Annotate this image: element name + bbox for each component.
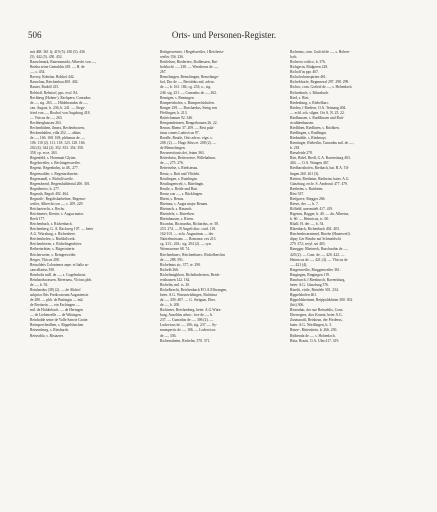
index-entry: de —, sig. 263. — Hildebrandus de —,	[30, 100, 88, 105]
index-entry: b. 60. — Heinricus, tc. 60.	[290, 217, 330, 222]
index-entry: Pfeffingen, b. 213.	[160, 110, 188, 115]
index-entry: cg. 213.; 263.; sig. 204 (2). — syn.	[160, 242, 212, 247]
index-entry: Richelrhorfe, Regmnesaf 297. 298. 299.	[290, 80, 350, 85]
index-entry: Reiberterbiter, s. Ritgertrüerie.	[30, 247, 76, 252]
index-entry: Heinricus de —, 421 (4). — Vlricus de	[290, 257, 348, 262]
index-entry: Retterselse, s. Riedstesau.	[160, 166, 199, 171]
index-entry: Rechbergbausen 263.	[30, 120, 62, 125]
index-entry: Richelbrecht, Reichenbach P.O.A.Ellwangen,	[160, 287, 228, 292]
index-entry: Richinser, Reichenberg, beier. A.G.Würz-	[160, 308, 222, 313]
index-entry: Regenfeld, s. Hornmatt Glyten.	[30, 156, 77, 161]
index-entry: Richelb 266.	[160, 267, 179, 272]
index-entry: Rechenbühen, ilmers, Rechenbowen,	[30, 125, 85, 130]
index-entry: Rentlle, Reutle, Otto advoc. eign. s.	[160, 136, 213, 141]
index-entry: Reisensburg, s. Riesburch.	[30, 328, 70, 333]
index-entry: Richenus, com. Gotfrid de —, s. Hohen-	[290, 50, 350, 54]
index-entry: Remchingen, Remchingen, Remchinge-	[160, 75, 219, 80]
index-column-3	[290, 50, 408, 344]
index-entry: Ritibenda de —, s. Hohenloch.	[290, 333, 336, 338]
index-entry: munspertic de —, 106. — Lodewicus	[160, 328, 216, 333]
index-entry: de —, 336.	[160, 333, 177, 338]
index-entry: Riedhartzhofen, Rietbach, bat. B.A. Til-	[290, 166, 350, 171]
index-entry: Reiterbriss, Retterwiere, Willehalmus	[160, 156, 216, 161]
index-entry: Renquindeinsen, Rengerhausen 26. 22.	[160, 120, 218, 125]
index-entry: Richolvshawspirten 461.	[290, 75, 327, 80]
index-entry: baier. A.G. Nördlingen, b. 3.	[290, 323, 332, 328]
index-entry: A.G. Würzburg, s. Richenheer.	[30, 232, 76, 237]
index-entry: Reinoldeis Colonienes aepe. et Italie ar-	[30, 262, 89, 267]
index-entry: Richgerin, Rüdgeren 228.	[290, 65, 329, 70]
index-entry: Rinoburch, f Rienburch, Ravensburg,	[290, 277, 346, 282]
index-entry: Reelt 177.	[30, 217, 46, 222]
index-entry: Ritta, Brazit, O.A. Ulm 417. 419.	[290, 338, 340, 343]
index-entry: Richenbach, s. Rikeabach.	[290, 90, 330, 95]
index-entry: Rheinfelz, s. Rinvelten.	[160, 212, 195, 216]
index-column-1	[30, 50, 148, 339]
index-entry: 267.	[160, 70, 167, 75]
index-entry: hof, Dor de —, Bertoldus mil. advoc.	[160, 80, 216, 85]
index-entry: Rissenhar, dor sue Reissehlis, Cons.	[290, 308, 344, 313]
index-entry: burg, Arnoldus advoc. fcre de —, b.	[160, 313, 213, 318]
index-entry: dipsy Ger Rinche auf Schmeidwht	[290, 237, 341, 242]
index-entry: de —, 166. 168. 169; plebanus de —,	[30, 136, 86, 141]
index-entry: Regenwalder, s. Regenarthweier.	[30, 171, 79, 176]
index-entry: 237. — Cunradus de —, 306 (2). —	[160, 318, 214, 323]
index-entry: 208. (2). — Hugo Silus et. 208 (2). —	[160, 141, 217, 146]
page-number: 506	[28, 30, 42, 40]
index-entry: de —, b. 92.	[30, 282, 49, 287]
index-entry: Rauschmark, Rauensmarkt, Albrecht von —,	[30, 60, 97, 65]
index-entry: 106. 110 (2). 111. 118. 123. 128. 166.	[30, 141, 86, 146]
index-entry: Zusmaraitl, Reishrun, der Förderus,	[290, 318, 343, 323]
index-entry: Rechberg (Hohen-), Rechpern, Conradus	[30, 95, 91, 100]
index-entry: mil. de Holderbach. — de Heringen	[30, 308, 83, 313]
index-column-2	[160, 50, 278, 344]
index-entry: Regensbezirl, Regensbühlental 206. 301.	[30, 181, 91, 186]
index-entry: Richelmus sic, 377, te. 290.	[160, 262, 201, 267]
index-entry: Riedlihen, Riedlinen, s. Rüchhen.	[290, 125, 340, 130]
index-entry: 246. sig. 251. — Cunradus de —, 262.	[160, 90, 217, 95]
index-entry: Ravery, Rohrbar, Rohhof 442.	[30, 75, 75, 80]
index-entry: Ried, s. Riet.	[290, 95, 310, 100]
index-entry: Regelsweiler, s. Rechingetsweiler.	[30, 161, 81, 166]
index-entry: Renger 239. — Burchardus, Sieng von	[160, 105, 218, 110]
index-entry: de —, b. 200.	[160, 303, 181, 308]
index-entry: — Viricus de —, 263.	[30, 115, 63, 120]
index-entry: Reichenbach, s. Richenbach.	[30, 222, 73, 227]
index-entry: Rinegger, Rheineck, Burchardus de —,	[290, 247, 348, 252]
index-entry: Reinhardus (38) (2). — de Altdorf	[30, 287, 81, 292]
index-entry: Regeno, Regenbolm, to 48., 277.	[30, 166, 79, 171]
index-entry: Reicherweier, s. Reingerweiler.	[30, 252, 77, 257]
index-entry: Rauter, Rudolf 415.	[30, 85, 60, 90]
index-entry: Rauschau, Reichenbau 400. 402.	[30, 80, 79, 85]
index-entry: Reitfelsen, Riederiew, Rodbesaen, Rat-	[160, 60, 218, 65]
index-entry: (bis) 306.	[290, 303, 305, 308]
index-entry: Richelimighbon, Richelinderisen, Reich-	[160, 272, 221, 277]
index-entry: Reutlingenwelr, s. Rütelingin.	[160, 181, 205, 186]
index-entry: de Breitsein. — ein Eschingen —	[30, 303, 80, 308]
index-entry: Reichenhöven, s. Richelingenhöve.	[30, 242, 83, 247]
index-entry: Riedhausen, s. Rudilhusen und Ruti-	[290, 115, 345, 120]
index-entry: de Mennchingen.	[160, 146, 186, 151]
index-entry: Rieser, der —, b. 7.	[290, 201, 319, 206]
index-entry: —, s. 454.	[30, 70, 46, 75]
index-entry: Reinbolts mill. de —, s. Gogelmhorst.	[30, 272, 87, 277]
index-entry: Riedmühle, s. Riedmayt.	[290, 136, 327, 141]
index-entry: Richerco ecdico, b. 376.	[290, 60, 326, 65]
index-entry: Rietten, Riethnim, Rietheim, baier. A.G.	[290, 176, 350, 181]
index-entry: Ringingen, Ringingen 119.	[290, 272, 330, 277]
index-entry: Rhein, s. Renus.	[160, 196, 185, 201]
index-entry: Rebhoff, Rebstorf, pps. excl. 84.	[30, 90, 78, 95]
index-entry: Eberregern, dior Kosent, beier A.G.	[290, 313, 343, 318]
index-entry: Rinez-, Rittershein, b. 266. 250.	[290, 328, 338, 333]
index-entry: Rippelshofen 461.	[290, 293, 318, 297]
index-entry: 253. 274. — B Angeli diac. card. 118.	[160, 227, 216, 232]
index-entry: cancellarius 350.	[30, 267, 55, 272]
index-entry: Reitrichanum 92. 346.	[160, 115, 193, 120]
index-entry: Richolf'us ppr. 467.	[290, 70, 319, 75]
index-entry: Rheinach, s. Rinanch.	[160, 206, 193, 211]
index-entry: b. 218.	[290, 146, 301, 151]
index-entry: Reutlingen, s. Rutelingin.	[160, 176, 198, 181]
index-entry: 420 (2). — Conr. de —, 420. 422. —	[290, 252, 345, 257]
index-entry: Regensandl, s. Ricbolfsweile.	[30, 176, 74, 181]
index-entry: 279. 372; recyl. sei 403.	[290, 242, 326, 247]
index-entry: beier. A.G. Wassertrüdingen, Bulcitina	[160, 293, 217, 297]
index-entry: Rigenos, Ragger, b. 40. — dn. Albertus,	[290, 212, 350, 216]
index-entry: subprior Ibis Predicatorum Augustensis	[30, 293, 89, 297]
running-title: Orts- und Personen-Register.	[171, 30, 277, 40]
index-entry: Regnibertos, b. 277.	[30, 186, 60, 191]
index-entry: Reutle, s. Reitle und Ruit.	[160, 186, 199, 191]
index-entry: de —, 275. 276.	[160, 161, 184, 166]
index-entry: Rempertshofen, s. Rümprechtshofen.	[160, 100, 215, 105]
index-entry: bolsha de —, 238. — Wernherus de —,	[160, 65, 219, 70]
index-entry: de —, 288. 591.	[160, 257, 184, 262]
index-entry: Bertha seine Gemahlin 418. — H. de	[30, 65, 85, 70]
index-entry: Regnoth, Regolt 402. 464.	[30, 191, 69, 196]
index-entry: 202 (4). 344 (2). 352. 813. 354. 358.	[30, 146, 84, 151]
index-entry: 404. — O.A. Wangen 467.	[290, 161, 330, 166]
index-entry: Riefgrave, Riegger 266.	[290, 196, 326, 201]
index-entry: weiler, Albrecht con —, s. 209. 229.	[30, 201, 84, 206]
index-entry: Günzburg, ercle. S. Ambrosii 477. 479.	[290, 181, 348, 186]
index-entry: tinus comes Ludovicus 97.	[160, 131, 200, 135]
index-entry: Rilalf, H. der —, b. 54.	[290, 222, 325, 227]
page-header	[28, 30, 420, 42]
index-entry: Reinhardswassen, Rivernass, Vlricus phb.	[30, 277, 92, 282]
index-entry: 358. cp. ecce. 263.	[30, 151, 58, 156]
index-entry: — ecld. sch. silgen. Ort A. N. 25. 22.	[290, 110, 345, 115]
index-entry: Wormacense 68. 74.	[160, 247, 191, 252]
index-entry: —, 421 (4).	[290, 262, 308, 267]
index-entry: ricuhbenhausen.	[290, 120, 315, 125]
index-entry: Richelin, mil. ts. 20.	[160, 282, 191, 287]
index-entry: de —, 439; 407. — G. Steigum, Eber.	[160, 298, 216, 303]
index-entry: Ringenweiler, Ringgenweiler 361.	[290, 267, 341, 272]
index-entry: Reuse con —, s. Bücklingen.	[160, 191, 203, 196]
index-entry: de —, b. 161. 184; cg. 233; o., sig.	[160, 85, 212, 90]
index-entry: Riet, Ridel, Riedl, G.A. Ravensburg 403.	[290, 156, 351, 161]
index-entry: Richoc, com. Gotfrid de —, s. Hohenlach.	[290, 85, 353, 90]
index-entry: Rheinhausen, s. Riven.	[160, 217, 194, 222]
index-entry: beier. A.G. Günzburg 376.	[290, 282, 329, 287]
index-entry: Regnoth-, Regoltsbarbelner, Regemo-	[30, 196, 86, 201]
index-entry: Rheinau, s. Augia major Renam.	[160, 201, 209, 206]
index-entry: weiler 156. 236.	[160, 55, 184, 60]
index-entry: Reinsperchealhen, s. Rippelsbuchen.	[30, 323, 85, 328]
index-entry: Ludovicus de —, 106; sig. 237. — Sy-	[160, 323, 218, 328]
index-entry: Reinholde seine de Valle Sancte Gratie.	[30, 318, 89, 323]
index-entry: (5). 442 (5). 450. 452.	[30, 55, 63, 60]
index-entry: ertshausen 122. 162.	[160, 277, 191, 282]
index-entry: Rientinger, Rieberlin, Cunradus mil. de —,	[290, 141, 354, 146]
index-entry: Rezurrectionis dei, feiam 363.	[160, 151, 205, 156]
index-entry: Remigen, s. Remingen.	[160, 95, 195, 100]
index-entry: Reutz, s. Ruit und Vlfrärhi.	[160, 171, 201, 176]
index-entry: Rikenbach, Richenbach 402. 403.	[290, 227, 340, 232]
index-entry: Reichenhofen, s. Rüchhilwerk.	[30, 237, 76, 242]
index-entry: Reichmeier, Kiester, s. Augsu maior.	[30, 212, 84, 216]
index-entry: de 280. — phb. de Buttingin — mil.	[30, 298, 84, 303]
index-entry: fried von —, Bischof von Augsburg 418.	[30, 110, 91, 115]
index-entry: Rinchenhwarniemd, Rinche (Hauteweil).	[290, 232, 351, 237]
index-entry: Riechenbuerc, Reichenbuerc, Richelberchtn	[160, 252, 225, 257]
index-entry: Riffield, unermitelt 417. 419.	[290, 206, 334, 211]
index-entry: Nattrebmissum. — Romanor. rex 213.	[160, 237, 217, 242]
index-entry: loch.	[290, 55, 298, 60]
index-entry: Rippoldsheimen, Reippoldsheim 300. 302.	[290, 298, 354, 303]
index-entry: Reiger, Vlricus 208.	[30, 257, 60, 262]
index-entry: Riedenburg, s. Riebelbarc.	[290, 100, 330, 105]
index-entry: mit 468. 361 f); 419 (5). 430 (5). 436	[30, 50, 85, 54]
index-entry: Riez 337.	[290, 191, 305, 196]
index-entry: Renun, Rheno 37. 209. — Rest pala-	[160, 125, 215, 130]
index-entry: Reichartrecht, s. Rechs.	[30, 206, 65, 211]
index-entry: Reiseablo, s. Ristazrer.	[30, 333, 64, 338]
index-entry: Riesaleide 278.	[290, 151, 313, 156]
index-entry: Rietheim, s. Ruttheim.	[290, 186, 324, 191]
index-entry: Reitigerwenier, f Regelsweiler, f Reichertz-	[160, 50, 225, 54]
index-entry: lingen 260. 261 (3).	[290, 171, 320, 176]
index-entry: 162-101. — ecla. Augustinus — der	[160, 232, 214, 237]
index-entry: Ricardus, Ricinardus, Richardus, re. 58.	[160, 222, 219, 227]
index-entry: Reichenberg, G. A. Rackweg 107. — beier	[30, 227, 94, 232]
index-entry: can. August. b. 236; b. 241. — Siegs-	[30, 105, 86, 110]
index-entry: Reckendahlen, villa 252. — abbas	[30, 131, 81, 135]
index-entry: Rieden, f Riedern, O.A. Tettnang 404.	[290, 105, 347, 110]
index-entry: — de Liebenzelle — de Wittingen.	[30, 313, 82, 318]
index-entry: Riedlingen, s. Rudlingin.	[290, 131, 327, 135]
index-entry: Rinelit, virile, Rienfele 301. 234.	[290, 287, 339, 292]
index-entry: Richenstheim, Richelm, 370. 371.	[160, 338, 211, 343]
